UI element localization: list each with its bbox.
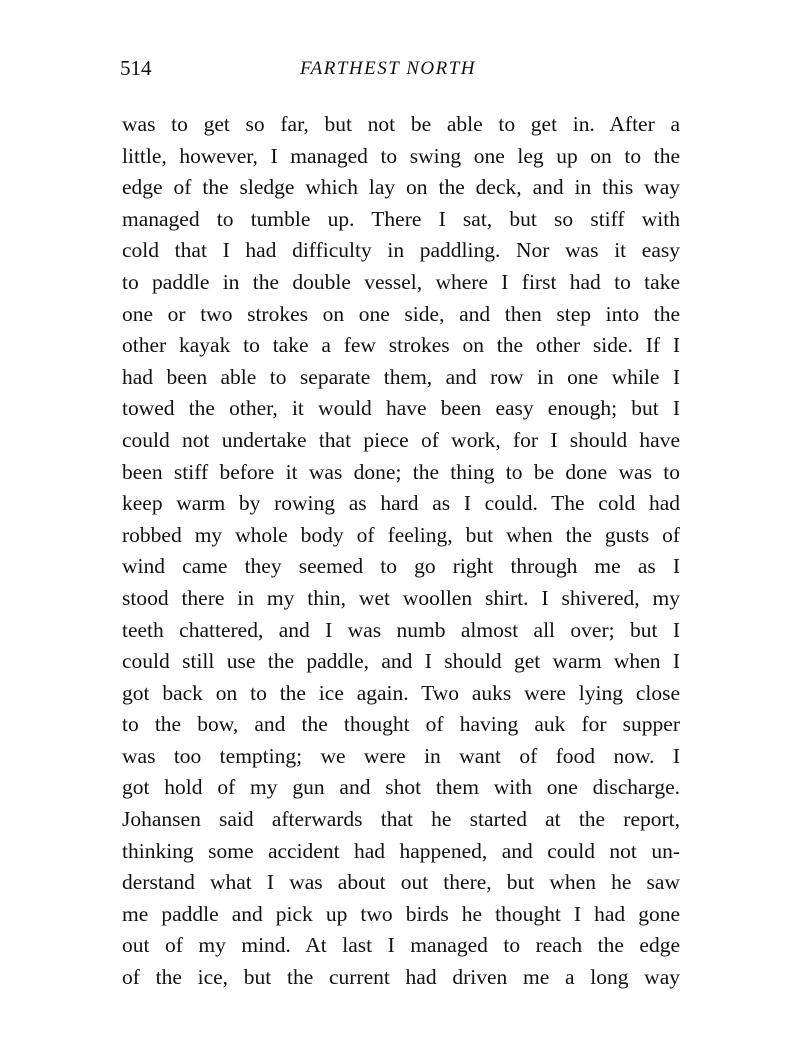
text-line: robbed my whole body of feeling, but when the gusts of [122, 522, 680, 547]
text-line: me paddle and pick up two birds he thought I had gone [122, 901, 680, 926]
text-line: wind came they seemed to go right through me as I [122, 554, 680, 579]
page-number: 514 [120, 56, 152, 80]
text-line: towed the other, it would have been easy enough; but I [122, 396, 680, 421]
text-line: to the bow, and the thought of having auk for supper [122, 712, 680, 737]
text-line: teeth chattered, and I was numb almost all over; but I [122, 617, 680, 642]
text-line: could still use the paddle, and I should get warm when I [122, 649, 680, 674]
text-line: keep warm by rowing as hard as I could. The cold had [122, 491, 680, 516]
text-line: got back on to the ice again. Two auks were lying close [122, 680, 680, 705]
text-line: been stiff before it was done; the thing to be done was to [122, 459, 680, 484]
text-line: to paddle in the double vessel, where I first had to take [122, 269, 680, 294]
text-line: managed to tumble up. There I sat, but so stiff with [122, 206, 680, 231]
text-line: derstand what I was about out there, but when he saw [122, 870, 680, 895]
body-text [122, 109, 680, 994]
text-line: edge of the sledge which lay on the deck, and in this way [122, 175, 680, 200]
text-line: was to get so far, but not be able to get in. After a [122, 112, 680, 136]
running-title: FARTHEST NORTH [300, 58, 477, 79]
text-line: Johansen said afterwards that he started at the report, [122, 807, 680, 832]
text-line: could not undertake that piece of work, for I should have [122, 427, 680, 452]
text-line: got hold of my gun and shot them with one discharge. [122, 775, 680, 800]
text-line: of the ice, but the current had driven me a long way [122, 965, 680, 990]
text-line: other kayak to take a few strokes on the other side. If I [122, 333, 680, 358]
text-line: one or two strokes on one side, and then step into the [122, 301, 680, 326]
text-line: had been able to separate them, and row in one while I [122, 364, 680, 389]
text-line: cold that I had difficulty in paddling. Nor was it easy [122, 238, 680, 263]
text-line: little, however, I managed to swing one leg up on to the [122, 143, 680, 168]
text-line: out of my mind. At last I managed to reach the edge [122, 933, 680, 958]
text-line: was too tempting; we were in want of food now. I [122, 743, 680, 768]
text-line: thinking some accident had happened, and could not un- [122, 838, 680, 863]
text-line: stood there in my thin, wet woollen shirt. I shivered, my [122, 585, 680, 610]
